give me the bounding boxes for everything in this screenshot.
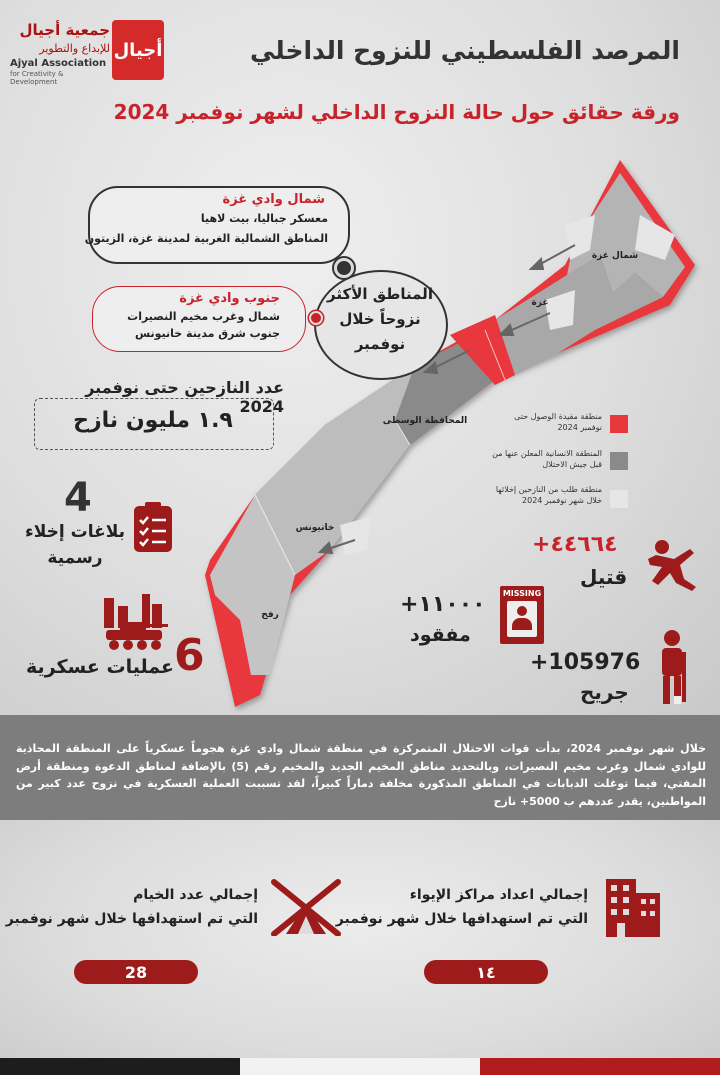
label-north-gaza: شمال غزة	[591, 251, 639, 261]
tents-value: 28	[74, 960, 198, 984]
shelters-title-2: التي تم استهدافها خلال شهر نوفمبر	[335, 911, 588, 927]
north-callout-head: شمال وادي غزة	[222, 192, 325, 207]
missing-label: مفقود	[410, 624, 471, 646]
injured-label: جريح	[580, 680, 629, 704]
shelters-value: ١٤	[424, 960, 548, 984]
shelters-title-1: إجمالي اعداد مراكز الإيواء	[409, 887, 588, 903]
missing-count: +١١٠٠٠	[400, 592, 486, 617]
paper-background-bottom	[0, 820, 720, 1075]
tent-icon	[268, 876, 344, 936]
ajyal-logo: أجيال	[112, 20, 164, 80]
org-name-ar: جمعية أجيال	[19, 21, 110, 39]
tents-title-1: إجمالي عدد الخيام	[133, 887, 258, 903]
org-name-en: Ajyal Association	[10, 58, 107, 69]
legend-restricted: منطقة مقيدة الوصول حتى نوفمبر 2024	[514, 412, 602, 432]
org-sub-ar: للإبداع والتطوير	[39, 42, 110, 55]
south-callout-head: جنوب وادي غزة	[179, 291, 280, 306]
page-title: المرصد الفلسطيني للنزوح الداخلي	[249, 36, 680, 65]
footer-strip-white	[240, 1058, 480, 1075]
missing-photo	[507, 601, 537, 637]
legend-evacuation: منطقة طلب من النازحين إخلائها خلال شهر نوفمبر 2024	[495, 485, 602, 505]
missing-poster-icon	[500, 586, 544, 644]
north-marker	[334, 258, 354, 278]
most-displaced-label: المناطق الأكثر نزوحاً خلال نوفمبر	[327, 285, 433, 353]
footer-strip-red	[480, 1058, 720, 1075]
injured-person-icon	[650, 628, 694, 708]
killed-label: قتيل	[580, 565, 628, 589]
label-khanyounis: خانيونس	[295, 523, 335, 533]
ops-label: عمليات عسكرية	[26, 656, 174, 678]
footer-strip-black	[0, 1058, 240, 1075]
building-icon	[598, 875, 664, 939]
legend-swatch-evacuation	[610, 490, 628, 508]
victim-outline-icon	[640, 535, 700, 595]
missing-poster-text: MISSING	[502, 589, 542, 598]
tank-icon	[98, 592, 170, 652]
label-middle: المحافظة الوسطى	[382, 416, 468, 426]
clipboard-icon	[132, 500, 174, 554]
legend-swatch-restricted	[610, 415, 628, 433]
killed-count: +٤٤٦٦٤	[532, 532, 618, 557]
injured-count: +105976	[530, 650, 641, 675]
north-callout-line2: المناطق الشمالية الغربية لمدينة غزة، الزيتون	[84, 232, 328, 245]
displaced-title: عدد النازحين حتى نوفمبر 2024	[85, 378, 284, 416]
north-callout-line1: معسكر جباليا، بيت لاهيا	[200, 212, 328, 225]
label-gaza: غزة	[531, 298, 549, 308]
evac-count: 4	[64, 475, 92, 521]
org-sub-en: for Creativity & Development	[10, 70, 64, 86]
label-rafah: رفح	[261, 610, 279, 620]
south-callout-line2: جنوب شرق مدينة خانيونس	[134, 327, 280, 340]
south-callout-line1: شمال وغرب مخيم النصيرات	[127, 310, 280, 323]
legend-humanitarian: المنطقة الانسانية المعلن عنها من قبل جيش الاحتلال	[492, 449, 602, 469]
evac-label-2: رسمية	[47, 548, 103, 568]
tents-title-2: التي تم استهدافها خلال شهر نوفمبر	[5, 911, 258, 927]
legend-swatch-humanitarian	[610, 452, 628, 470]
displaced-value: ١.٩ مليون نازح	[73, 408, 233, 433]
summary-text: خلال شهر نوفمبر 2024، بدأت قوات الاحتلال المتمركزة في منطقة شمال وادي غزة هجوماً عسكرياً على المنطقة المحاذية للوادي شمال وغرب مخيم النصيرات، وبالتحديد مناطق المخيم الجديد والمخيم رقم (5) بالإضافة لمناطق الدعوة ومنطقة أرض المفتي، فيما توغلت الدبابات في المناطق المذكورة مخلفة دماراً كبيراً، لقد تسببت العملية العسكرية في نزوح عدد كبير من المواطنين، يقدر عددهم ب 5000+ نازح	[16, 742, 707, 808]
evac-label-1: بلاغات إخلاء	[25, 522, 125, 542]
ops-count: 6	[174, 630, 205, 681]
page-subtitle: ورقة حقائق حول حالة النزوح الداخلي لشهر نوفمبر 2024	[113, 100, 680, 124]
